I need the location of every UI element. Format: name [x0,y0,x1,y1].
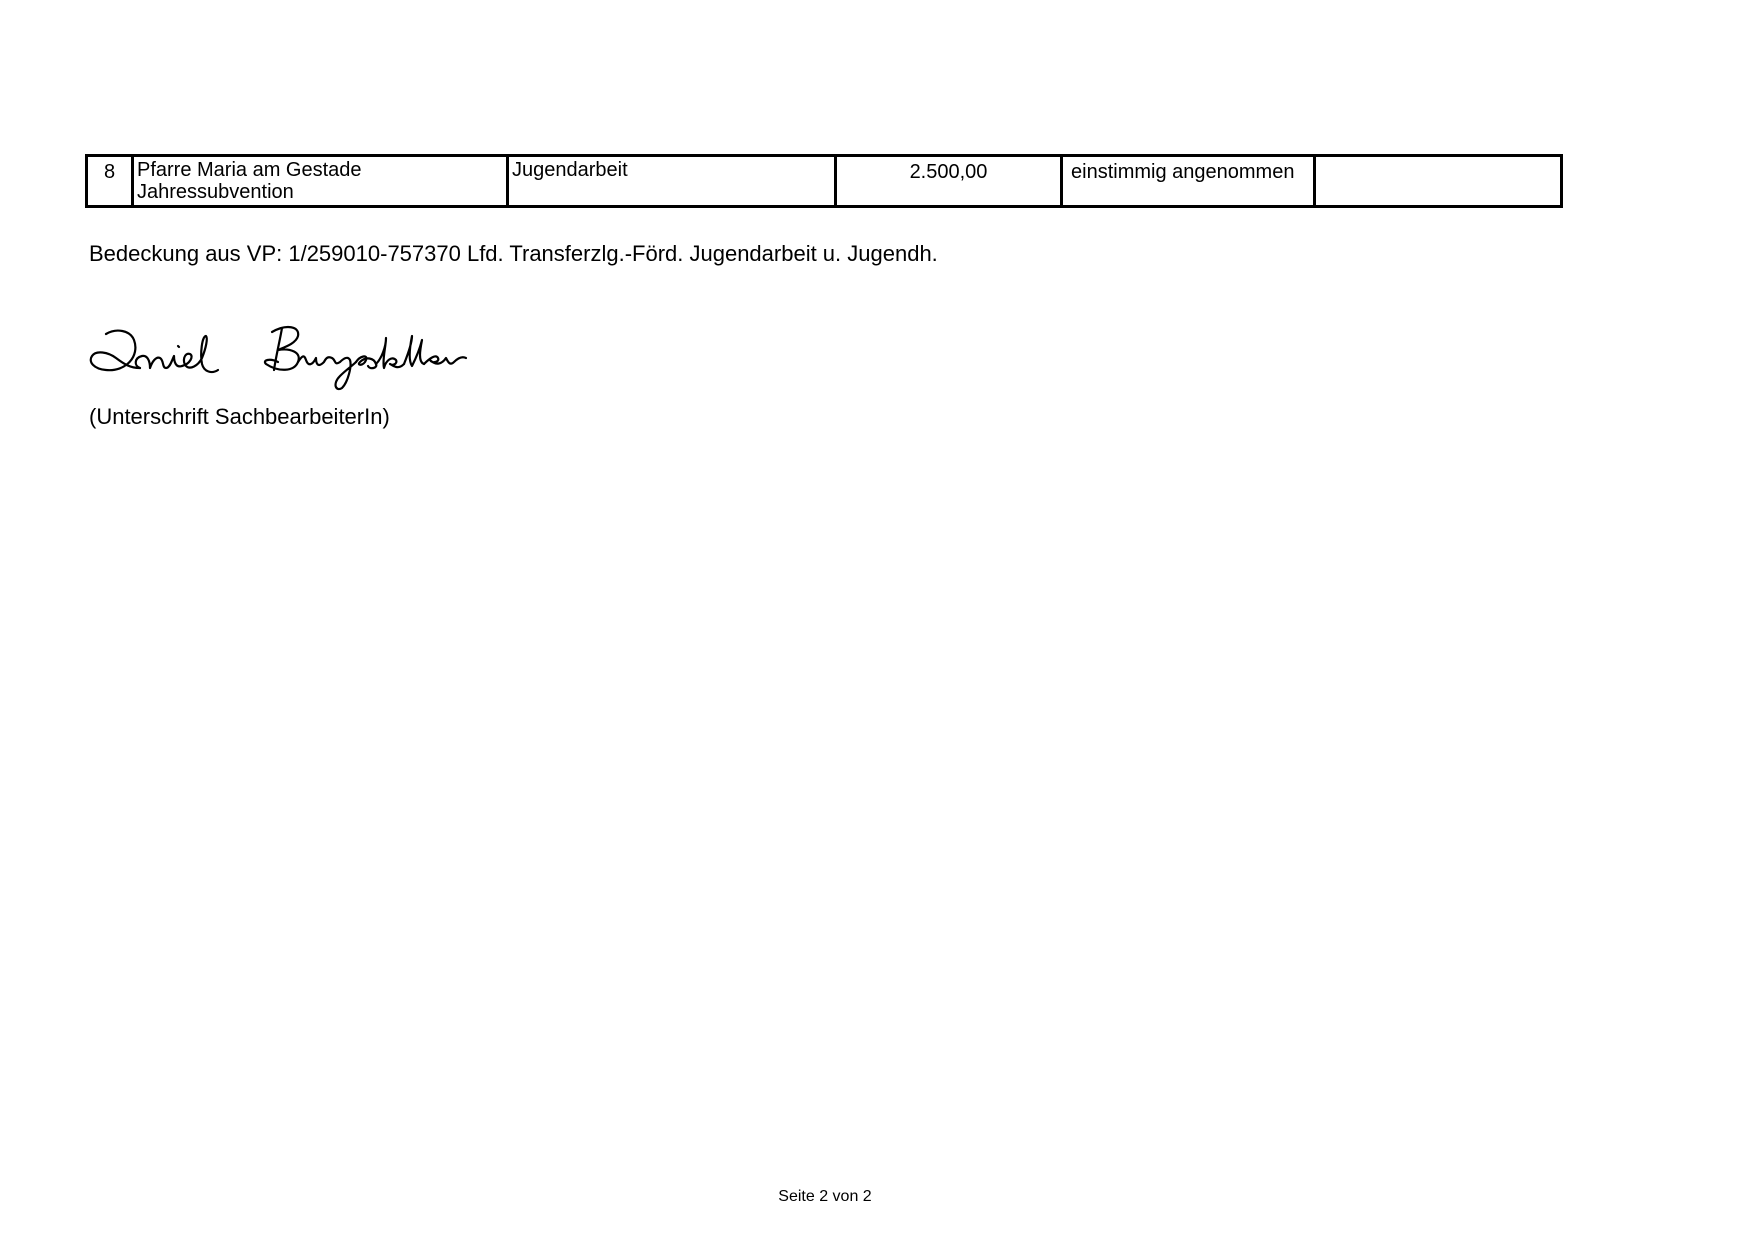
amount-cell: 2.500,00 [836,156,1062,207]
subsidy-table [85,154,1563,208]
table-row [87,156,1562,207]
recipient-name: Pfarre Maria am Gestade [137,159,362,181]
page-number: Seite 2 von 2 [778,1188,872,1205]
subsidy-type: Jahressubvention [137,181,294,203]
handwritten-signature [86,318,486,394]
row-number: 8 [87,156,133,207]
decision-cell: einstimmig angenommen [1062,156,1315,207]
recipient-cell [133,156,508,207]
signature-caption: (Unterschrift SachbearbeiterIn) [89,404,390,429]
remark-cell [1315,156,1562,207]
purpose-cell: Jugendarbeit [508,156,836,207]
coverage-note: Bedeckung aus VP: 1/259010-757370 Lfd. Transferzlg.-Förd. Jugendarbeit u. Jugendh. [89,241,938,266]
